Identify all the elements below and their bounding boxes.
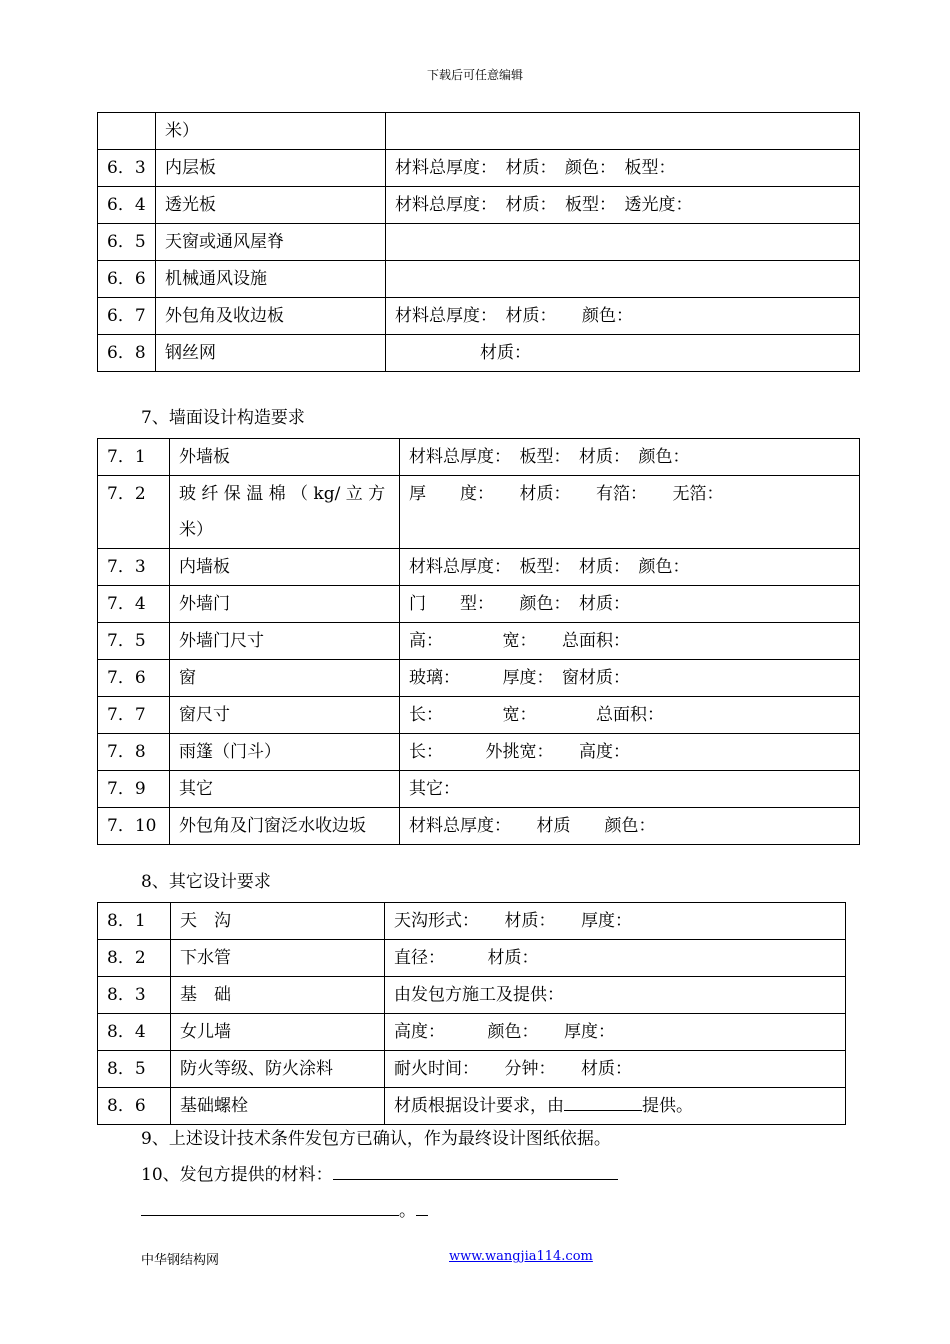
item-spec (385, 1088, 846, 1125)
row-number: 7．5 (98, 623, 170, 660)
item-name: 外包角及门窗泛水收边坂 (170, 808, 400, 845)
table-row (98, 808, 860, 845)
item-name: 机械通风设施 (156, 261, 386, 298)
blank-line (564, 1092, 642, 1111)
item-name: 米） (156, 113, 386, 150)
table-row (98, 113, 860, 150)
row-number: 6．3 (98, 150, 156, 187)
table-row (98, 335, 860, 372)
table-row (98, 940, 846, 977)
item-name: 外墙门 (170, 586, 400, 623)
table-wall-design (97, 438, 860, 845)
table-row (98, 187, 860, 224)
table-row (98, 697, 860, 734)
item-9-text: 9、上述设计技术条件发包方已确认，作为最终设计图纸依据。 (141, 1129, 611, 1149)
item-name: 其它 (170, 771, 400, 808)
row-number: 7．10 (98, 808, 170, 845)
table-row (98, 771, 860, 808)
table-row (98, 660, 860, 697)
section-8-title: 8、其它设计要求 (141, 872, 271, 892)
row-number: 8．2 (98, 940, 171, 977)
item-name: 外包角及收边板 (156, 298, 386, 335)
item-10-line (141, 1160, 618, 1185)
table-roof-design (97, 112, 860, 372)
row-number (98, 113, 156, 150)
row-number: 8．5 (98, 1051, 171, 1088)
row-number: 7．1 (98, 439, 170, 476)
item-spec: 由发包方施工及提供： (385, 977, 846, 1014)
item-spec (386, 224, 860, 261)
item-name: 窗 (170, 660, 400, 697)
item-name: 外墙门尺寸 (170, 623, 400, 660)
row-number: 6．7 (98, 298, 156, 335)
item-name: 内墙板 (170, 549, 400, 586)
row-number: 7．6 (98, 660, 170, 697)
item-name: 外墙板 (170, 439, 400, 476)
item-name: 天窗或通风屋脊 (156, 224, 386, 261)
item-name: 钢丝网 (156, 335, 386, 372)
item-spec (386, 261, 860, 298)
item-name: 透光板 (156, 187, 386, 224)
table-row (98, 1088, 846, 1125)
table-other-design (97, 902, 846, 1125)
item-10-continuation (141, 1196, 428, 1221)
item-name: 玻 纤 保 温 棉 （ kg/ 立 方 米） (170, 476, 400, 549)
item-spec: 门 型： 颜色： 材质： (400, 586, 860, 623)
row-number: 6．8 (98, 335, 156, 372)
item-spec: 其它： (400, 771, 860, 808)
row-number: 8．1 (98, 903, 171, 940)
row-number: 7．4 (98, 586, 170, 623)
row-number: 8．4 (98, 1014, 171, 1051)
table-row (98, 476, 860, 549)
row-number: 7．9 (98, 771, 170, 808)
table-row (98, 549, 860, 586)
item-spec: 天沟形式： 材质： 厚度： (385, 903, 846, 940)
item-10-blank (333, 1161, 618, 1180)
item-spec: 材料总厚度： 材质 颜色： (400, 808, 860, 845)
table-row (98, 261, 860, 298)
table-row (98, 439, 860, 476)
item-spec: 直径： 材质： (385, 940, 846, 977)
item-name: 防火等级、防火涂料 (171, 1051, 385, 1088)
item-10-blank-3 (416, 1197, 428, 1216)
table-row (98, 150, 860, 187)
item-spec (386, 113, 860, 150)
row-number: 6．4 (98, 187, 156, 224)
table-row (98, 586, 860, 623)
table-row (98, 224, 860, 261)
item-spec: 材质： (386, 335, 860, 372)
section-7-title: 7、墙面设计构造要求 (141, 408, 305, 428)
item-10-label: 10、发包方提供的材料： (141, 1165, 333, 1185)
item-spec: 高度： 颜色： 厚度： (385, 1014, 846, 1051)
item-spec: 材料总厚度： 板型： 材质： 颜色： (400, 549, 860, 586)
item-10-end: 。 (399, 1201, 416, 1221)
spec-text: 材质根据设计要求，由 (394, 1096, 564, 1116)
table-row (98, 1014, 846, 1051)
item-name: 内层板 (156, 150, 386, 187)
row-number: 7．2 (98, 476, 170, 549)
table-row (98, 903, 846, 940)
table-row (98, 623, 860, 660)
item-spec: 材料总厚度： 材质： 颜色： 板型： (386, 150, 860, 187)
item-spec: 材料总厚度： 材质： 颜色： (386, 298, 860, 335)
item-spec: 高： 宽： 总面积： (400, 623, 860, 660)
item-10-blank-2 (141, 1197, 399, 1216)
item-name: 基 础 (171, 977, 385, 1014)
row-number: 6．6 (98, 261, 156, 298)
item-spec: 玻璃： 厚度： 窗材质： (400, 660, 860, 697)
row-number: 7．3 (98, 549, 170, 586)
row-number: 6．5 (98, 224, 156, 261)
row-number: 8．6 (98, 1088, 171, 1125)
item-name: 下水管 (171, 940, 385, 977)
item-name: 雨篷（门斗） (170, 734, 400, 771)
spec-suffix: 提供。 (642, 1096, 693, 1116)
item-name: 天 沟 (171, 903, 385, 940)
item-spec: 材料总厚度： 板型： 材质： 颜色： (400, 439, 860, 476)
table-row (98, 734, 860, 771)
footer-url-link[interactable]: www.wangjia114.com (449, 1249, 593, 1264)
row-number: 8．3 (98, 977, 171, 1014)
item-spec: 材料总厚度： 材质： 板型： 透光度： (386, 187, 860, 224)
item-name: 女儿墙 (171, 1014, 385, 1051)
item-spec: 长： 外挑宽： 高度： (400, 734, 860, 771)
table-row (98, 1051, 846, 1088)
row-number: 7．8 (98, 734, 170, 771)
item-name: 窗尺寸 (170, 697, 400, 734)
item-spec: 耐火时间： 分钟： 材质： (385, 1051, 846, 1088)
footer-site-name: 中华钢结构网 (141, 1253, 220, 1268)
page-header: 下载后可任意编辑 (426, 68, 523, 82)
table-row (98, 298, 860, 335)
item-spec: 厚 度： 材质： 有箔： 无箔： (400, 476, 860, 549)
row-number: 7．7 (98, 697, 170, 734)
item-spec: 长： 宽： 总面积： (400, 697, 860, 734)
item-name: 基础螺栓 (171, 1088, 385, 1125)
table-row (98, 977, 846, 1014)
